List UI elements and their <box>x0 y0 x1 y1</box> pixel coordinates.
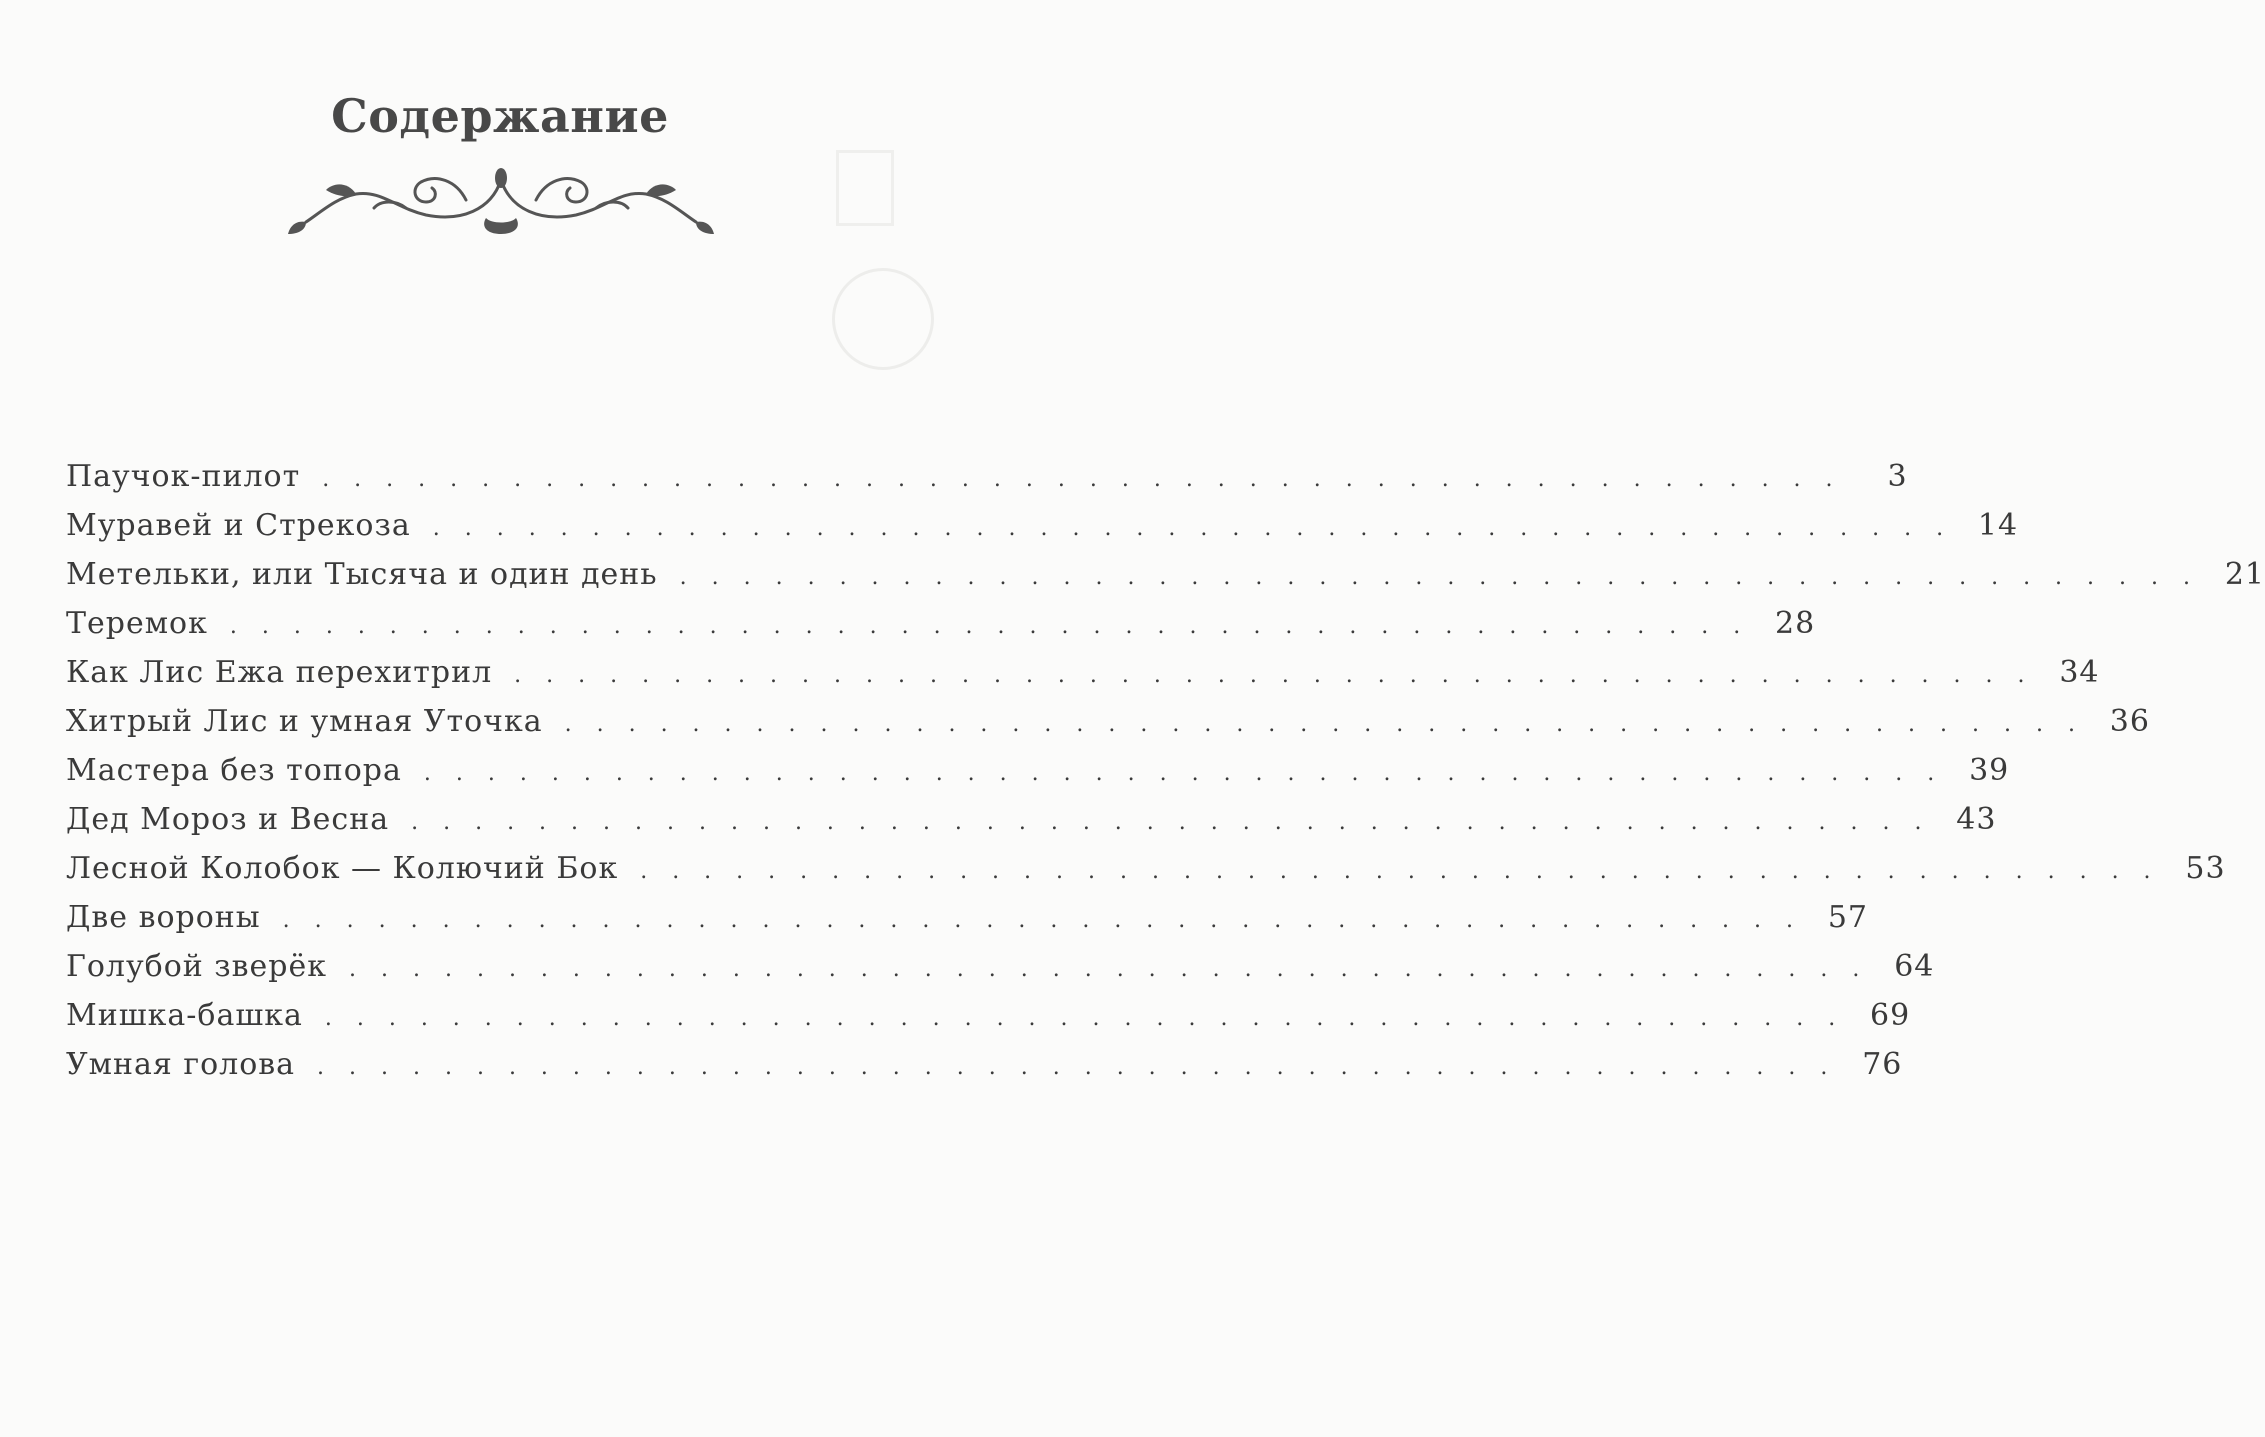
toc-entry-title: Умная голова <box>66 1047 296 1082</box>
dot-leader: . . . . . . . . . . . . . . . . . . . . . . . . . . . . . . . . . . . . . . . . . . . . . . . . <box>324 1006 1845 1031</box>
toc-entry-page: 76 <box>1862 1047 1903 1082</box>
toc-entry-title: Теремок <box>66 606 208 641</box>
toc-entry[interactable] <box>66 704 2150 753</box>
toc-entry[interactable] <box>66 655 2100 704</box>
toc-entry-page: 34 <box>2059 655 2100 690</box>
toc-entry[interactable] <box>66 606 1816 655</box>
dot-leader: . . . . . . . . . . . . . . . . . . . . . . . . . . . . . . . . . . . . . . . . . . . . . . . . <box>564 712 2084 737</box>
floral-flourish-icon <box>286 160 716 240</box>
toc-entry[interactable] <box>66 851 2226 900</box>
toc-entry-page: 43 <box>1956 802 1997 837</box>
toc-entry[interactable] <box>66 1047 1903 1096</box>
toc-entry[interactable] <box>66 508 2019 557</box>
table-of-contents <box>66 459 2265 1096</box>
page-title: Содержание <box>331 88 669 143</box>
toc-entry-page: 53 <box>2185 851 2226 886</box>
toc-entry-title: Хитрый Лис и умная Уточка <box>66 704 543 739</box>
toc-entry[interactable] <box>66 949 1935 998</box>
toc-entry-page: 39 <box>1969 753 2010 788</box>
toc-entry-page: 21 <box>2224 557 2265 592</box>
dot-leader: . . . . . . . . . . . . . . . . . . . . . . . . . . . . . . . . . . . . . . . . . . . . . . . . <box>423 761 1944 786</box>
toc-entry[interactable] <box>66 998 1911 1047</box>
toc-entry-title: Дед Мороз и Весна <box>66 802 390 837</box>
dot-leader: . . . . . . . . . . . . . . . . . . . . . . . . . . . . . . . . . . . . . . . . . . . . . . . . <box>229 614 1750 639</box>
toc-entry[interactable] <box>66 459 1908 508</box>
dot-leader: . . . . . . . . . . . . . . . . . . . . . . . . . . . . . . . . . . . . . . . . . . . . . . . . <box>349 957 1869 982</box>
toc-entry-title: Две вороны <box>66 900 261 935</box>
toc-entry[interactable] <box>66 557 2265 606</box>
toc-entry-title: Мишка-башка <box>66 998 303 1033</box>
dot-leader: . . . . . . . . . . . . . . . . . . . . . . . . . . . . . . . . . . . . . . . . . . . . . . . . <box>411 810 1931 835</box>
dot-leader: . . . . . . . . . . . . . . . . . . . . . . . . . . . . . . . . . . . . . . . . . . . . . . . . <box>317 1055 1837 1080</box>
toc-entry[interactable] <box>66 753 2010 802</box>
toc-entry-page: 69 <box>1870 998 1911 1033</box>
toc-entry-title: Муравей и Стрекоза <box>66 508 411 543</box>
bleed-through-mark <box>836 150 894 226</box>
toc-entry[interactable] <box>66 802 1997 851</box>
toc-entry-page: 3 <box>1887 459 1908 494</box>
toc-entry-page: 14 <box>1977 508 2019 543</box>
dot-leader: . . . . . . . . . . . . . . . . . . . . . . . . . . . . . . . . . . . . . . . . . . . . . . . . <box>432 516 1953 541</box>
toc-entry-page: 36 <box>2109 704 2150 739</box>
toc-entry-title: Мастера без топора <box>66 753 402 788</box>
dot-leader: . . . . . . . . . . . . . . . . . . . . . . . . . . . . . . . . . . . . . . . . . . . . . . . . <box>514 663 2034 688</box>
toc-entry-title: Паучок-пилот <box>66 459 301 494</box>
toc-entry-title: Голубой зверёк <box>66 949 328 984</box>
toc-entry-title: Как Лис Ежа перехитрил <box>66 655 493 690</box>
dot-leader: . . . . . . . . . . . . . . . . . . . . . . . . . . . . . . . . . . . . . . . . . . . . . . . . <box>640 859 2160 884</box>
toc-entry-page: 64 <box>1894 949 1935 984</box>
toc-entry-title: Метельки, или Тысяча и один день <box>66 557 658 592</box>
bleed-through-age-badge <box>832 268 934 370</box>
toc-entry-page: 57 <box>1827 900 1869 935</box>
toc-entry-title: Лесной Колобок — Колючий Бок <box>66 851 619 886</box>
dot-leader: . . . . . . . . . . . . . . . . . . . . . . . . . . . . . . . . . . . . . . . . . . . . . . . . <box>679 565 2199 590</box>
dot-leader: . . . . . . . . . . . . . . . . . . . . . . . . . . . . . . . . . . . . . . . . . . . . . . . . <box>322 467 1842 492</box>
toc-entry[interactable] <box>66 900 1869 949</box>
dot-leader: . . . . . . . . . . . . . . . . . . . . . . . . . . . . . . . . . . . . . . . . . . . . . . . . <box>282 908 1803 933</box>
toc-entry-page: 28 <box>1775 606 1816 641</box>
